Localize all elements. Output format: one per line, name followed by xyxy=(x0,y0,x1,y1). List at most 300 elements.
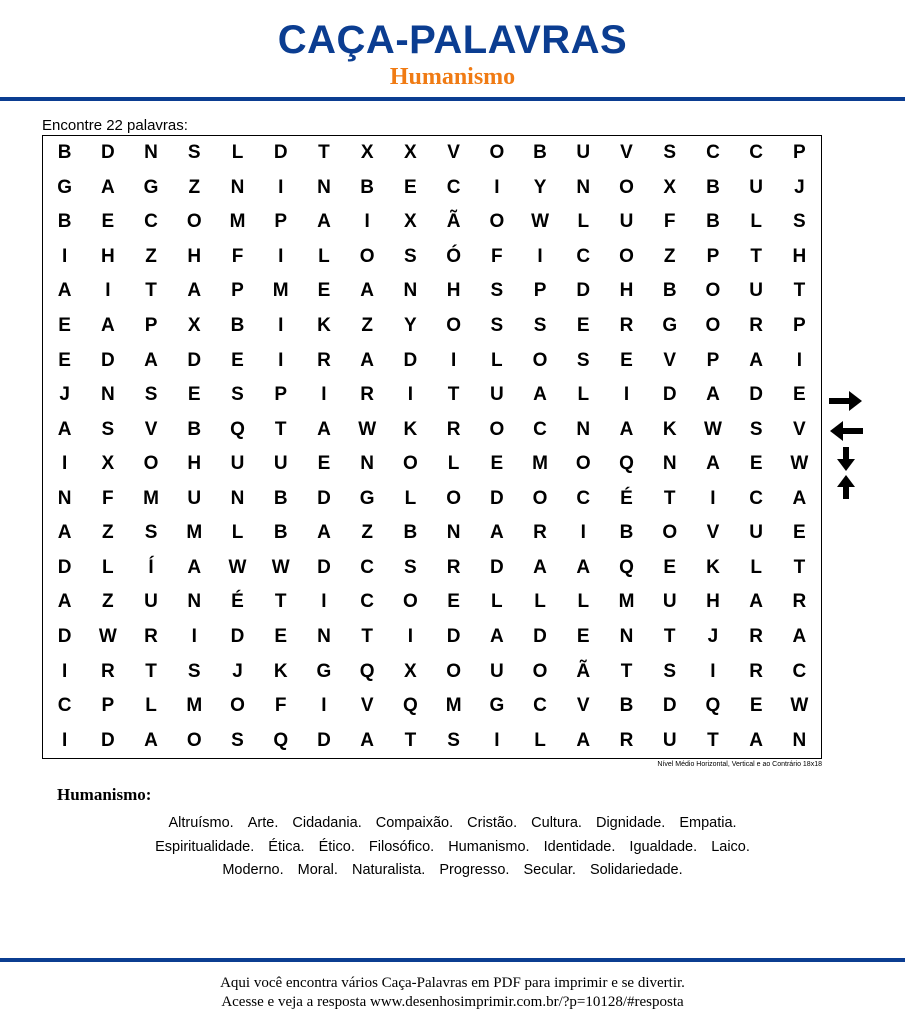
grid-letter[interactable]: F xyxy=(102,487,114,509)
grid-letter[interactable]: A xyxy=(360,349,375,371)
grid-letter[interactable]: P xyxy=(793,315,806,337)
grid-letter[interactable]: L xyxy=(577,384,590,406)
grid-letter[interactable]: S xyxy=(187,142,201,164)
grid-letter[interactable]: S xyxy=(101,418,115,440)
grid-letter[interactable]: X xyxy=(404,211,417,233)
grid-letter[interactable]: D xyxy=(403,349,418,371)
grid-letter[interactable]: O xyxy=(186,211,202,233)
grid-letter[interactable]: U xyxy=(662,729,677,751)
grid-letter[interactable]: T xyxy=(793,280,806,302)
grid-letter[interactable]: I xyxy=(61,453,68,475)
grid-letter[interactable]: A xyxy=(533,384,547,406)
grid-letter[interactable]: M xyxy=(186,522,203,544)
grid-letter[interactable]: I xyxy=(580,522,586,544)
grid-letter[interactable]: E xyxy=(749,695,763,717)
grid-letter[interactable]: F xyxy=(491,245,503,267)
grid-letter[interactable]: A xyxy=(706,453,720,475)
grid-letter[interactable]: C xyxy=(706,142,720,164)
grid-letter[interactable]: Z xyxy=(102,591,114,613)
grid-letter[interactable]: I xyxy=(796,349,803,371)
grid-letter[interactable]: F xyxy=(231,245,244,267)
grid-letter[interactable]: T xyxy=(663,626,676,648)
grid-letter[interactable]: I xyxy=(278,349,284,371)
grid-letter[interactable]: U xyxy=(273,453,288,475)
grid-letter[interactable]: T xyxy=(361,626,373,648)
grid-letter[interactable]: D xyxy=(576,280,591,302)
grid-letter[interactable]: I xyxy=(364,211,370,233)
grid-letter[interactable]: R xyxy=(749,660,764,682)
grid-letter[interactable]: C xyxy=(57,695,72,717)
grid-letter[interactable]: E xyxy=(576,315,590,337)
grid-letter[interactable]: N xyxy=(230,176,245,198)
grid-letter[interactable]: T xyxy=(793,556,806,578)
grid-letter[interactable]: Í xyxy=(148,556,154,578)
grid-letter[interactable]: E xyxy=(793,522,806,544)
grid-letter[interactable]: I xyxy=(321,695,327,717)
grid-letter[interactable]: B xyxy=(706,211,720,233)
grid-letter[interactable]: L xyxy=(102,556,114,578)
grid-letter[interactable]: I xyxy=(407,384,414,406)
grid-letter[interactable]: D xyxy=(100,349,115,371)
grid-letter[interactable]: E xyxy=(317,280,331,302)
grid-letter[interactable]: U xyxy=(662,591,677,613)
grid-letter[interactable]: M xyxy=(186,695,203,717)
grid-letter[interactable]: L xyxy=(231,142,244,164)
grid-letter[interactable]: L xyxy=(750,211,762,233)
grid-letter[interactable]: V xyxy=(706,522,720,544)
grid-letter[interactable]: T xyxy=(145,280,157,302)
grid-letter[interactable]: I xyxy=(278,176,284,198)
grid-letter[interactable]: B xyxy=(360,176,375,198)
grid-letter[interactable]: M xyxy=(272,280,289,302)
grid-letter[interactable]: E xyxy=(749,453,763,475)
grid-letter[interactable]: B xyxy=(273,522,288,544)
grid-letter[interactable]: E xyxy=(404,176,417,198)
grid-letter[interactable]: I xyxy=(710,660,716,682)
grid-letter[interactable]: P xyxy=(274,211,288,233)
grid-letter[interactable]: R xyxy=(749,315,764,337)
grid-letter[interactable]: D xyxy=(489,556,504,578)
grid-letter[interactable]: T xyxy=(620,660,633,682)
grid-letter[interactable]: I xyxy=(710,487,716,509)
grid-letter[interactable]: F xyxy=(274,695,287,717)
grid-letter[interactable]: C xyxy=(144,211,158,233)
grid-letter[interactable]: G xyxy=(662,315,678,337)
grid-letter[interactable]: R xyxy=(360,384,375,406)
grid-letter[interactable]: U xyxy=(749,522,764,544)
grid-letter[interactable]: I xyxy=(61,245,68,267)
grid-letter[interactable]: O xyxy=(489,418,505,440)
grid-letter[interactable]: L xyxy=(145,695,157,717)
grid-letter[interactable]: X xyxy=(663,176,677,198)
grid-letter[interactable]: Q xyxy=(619,453,634,475)
grid-letter[interactable]: L xyxy=(447,453,460,475)
grid-letter[interactable]: K xyxy=(403,418,418,440)
grid-letter[interactable]: D xyxy=(533,626,547,648)
grid-letter[interactable]: N xyxy=(576,176,591,198)
grid-letter[interactable]: H xyxy=(706,591,720,613)
grid-letter[interactable]: I xyxy=(105,280,111,302)
grid-letter[interactable]: A xyxy=(100,315,115,337)
grid-letter[interactable]: J xyxy=(59,384,70,406)
grid-letter[interactable]: V xyxy=(663,349,677,371)
grid-letter[interactable]: Q xyxy=(619,556,634,578)
grid-letter[interactable]: R xyxy=(533,522,547,544)
grid-letter[interactable]: V xyxy=(360,695,374,717)
grid-letter[interactable]: W xyxy=(790,453,809,475)
grid-letter[interactable]: B xyxy=(57,142,72,164)
grid-letter[interactable]: C xyxy=(360,591,375,613)
grid-letter[interactable]: S xyxy=(144,522,158,544)
grid-letter[interactable]: I xyxy=(407,626,414,648)
grid-letter[interactable]: W xyxy=(228,556,247,578)
grid-letter[interactable]: O xyxy=(446,315,461,337)
grid-letter[interactable]: D xyxy=(273,142,288,164)
grid-letter[interactable]: A xyxy=(57,418,72,440)
grid-letter[interactable]: O xyxy=(143,453,159,475)
grid-letter[interactable]: W xyxy=(703,418,722,440)
grid-letter[interactable]: P xyxy=(274,384,288,406)
grid-letter[interactable]: O xyxy=(532,487,548,509)
grid-letter[interactable]: U xyxy=(576,142,591,164)
grid-letter[interactable]: L xyxy=(750,556,762,578)
grid-letter[interactable]: U xyxy=(749,176,764,198)
grid-letter[interactable]: N xyxy=(619,626,634,648)
grid-letter[interactable]: S xyxy=(490,280,504,302)
grid-letter[interactable]: S xyxy=(533,315,547,337)
grid-letter[interactable]: H xyxy=(187,453,202,475)
grid-letter[interactable]: A xyxy=(533,556,547,578)
grid-letter[interactable]: O xyxy=(489,211,505,233)
grid-letter[interactable]: H xyxy=(187,245,202,267)
grid-letter[interactable]: A xyxy=(360,729,375,751)
grid-letter[interactable]: Z xyxy=(663,245,676,267)
grid-letter[interactable]: J xyxy=(232,660,243,682)
grid-letter[interactable]: U xyxy=(187,487,202,509)
grid-letter[interactable]: R xyxy=(619,315,634,337)
grid-letter[interactable]: O xyxy=(489,142,505,164)
grid-letter[interactable]: G xyxy=(359,487,375,509)
grid-letter[interactable]: O xyxy=(662,522,678,544)
grid-letter[interactable]: D xyxy=(317,556,331,578)
grid-letter[interactable]: T xyxy=(145,660,157,682)
grid-letter[interactable]: A xyxy=(706,384,720,406)
grid-letter[interactable]: A xyxy=(489,522,504,544)
grid-letter[interactable]: I xyxy=(61,729,68,751)
grid-letter[interactable]: A xyxy=(317,522,331,544)
grid-letter[interactable]: A xyxy=(576,729,591,751)
grid-letter[interactable]: B xyxy=(619,695,634,717)
grid-letter[interactable]: R xyxy=(100,660,115,682)
grid-letter[interactable]: O xyxy=(619,176,634,198)
grid-letter[interactable]: A xyxy=(749,349,764,371)
grid-letter[interactable]: I xyxy=(321,384,327,406)
grid-letter[interactable]: Ó xyxy=(446,245,461,267)
grid-letter[interactable]: L xyxy=(491,349,503,371)
grid-letter[interactable]: I xyxy=(191,626,197,648)
grid-letter[interactable]: G xyxy=(143,176,159,198)
grid-letter[interactable]: A xyxy=(187,556,202,578)
grid-letter[interactable]: O xyxy=(446,660,461,682)
grid-letter[interactable]: Q xyxy=(359,660,375,682)
grid-letter[interactable]: S xyxy=(404,556,417,578)
grid-letter[interactable]: R xyxy=(144,626,158,648)
grid-letter[interactable]: W xyxy=(531,211,550,233)
grid-letter[interactable]: H xyxy=(100,245,115,267)
grid-letter[interactable]: F xyxy=(663,211,676,233)
grid-letter[interactable]: A xyxy=(792,626,807,648)
grid-letter[interactable]: K xyxy=(273,660,288,682)
grid-letter[interactable]: B xyxy=(57,211,72,233)
grid-letter[interactable]: H xyxy=(446,280,461,302)
grid-letter[interactable]: Q xyxy=(402,695,418,717)
grid-letter[interactable]: S xyxy=(447,729,460,751)
grid-letter[interactable]: D xyxy=(187,349,202,371)
grid-letter[interactable]: N xyxy=(662,453,677,475)
grid-letter[interactable]: X xyxy=(404,660,417,682)
grid-letter[interactable]: C xyxy=(533,695,547,717)
grid-letter[interactable]: Z xyxy=(188,176,201,198)
grid-letter[interactable]: O xyxy=(230,695,245,717)
grid-letter[interactable]: L xyxy=(534,591,546,613)
grid-letter[interactable]: N xyxy=(100,384,115,406)
grid-letter[interactable]: U xyxy=(230,453,245,475)
grid-letter[interactable]: D xyxy=(489,487,504,509)
grid-letter[interactable]: D xyxy=(100,729,115,751)
grid-letter[interactable]: E xyxy=(274,626,288,648)
grid-letter[interactable]: G xyxy=(57,176,72,198)
grid-letter[interactable]: H xyxy=(792,245,807,267)
grid-letter[interactable]: M xyxy=(445,695,462,717)
grid-letter[interactable]: N xyxy=(317,176,331,198)
grid-letter[interactable]: B xyxy=(230,315,245,337)
grid-letter[interactable]: Z xyxy=(145,245,157,267)
grid-letter[interactable]: S xyxy=(231,729,244,751)
grid-letter[interactable]: I xyxy=(278,245,284,267)
grid-letter[interactable]: P xyxy=(101,695,115,717)
grid-letter[interactable]: E xyxy=(58,315,71,337)
grid-letter[interactable]: T xyxy=(750,245,762,267)
grid-letter[interactable]: N xyxy=(187,591,202,613)
grid-letter[interactable]: C xyxy=(446,176,461,198)
grid-letter[interactable]: P xyxy=(533,280,547,302)
grid-letter[interactable]: B xyxy=(187,418,202,440)
grid-letter[interactable]: L xyxy=(231,522,244,544)
grid-letter[interactable]: N xyxy=(446,522,461,544)
grid-letter[interactable]: E xyxy=(447,591,460,613)
grid-letter[interactable]: I xyxy=(321,591,327,613)
grid-letter[interactable]: I xyxy=(537,245,543,267)
grid-letter[interactable]: S xyxy=(663,660,677,682)
grid-letter[interactable]: K xyxy=(317,315,331,337)
grid-letter[interactable]: S xyxy=(663,142,677,164)
grid-letter[interactable]: D xyxy=(317,487,331,509)
grid-letter[interactable]: L xyxy=(491,591,503,613)
grid-letter[interactable]: O xyxy=(705,315,721,337)
grid-letter[interactable]: B xyxy=(706,176,720,198)
grid-letter[interactable]: D xyxy=(446,626,461,648)
grid-letter[interactable]: S xyxy=(231,384,244,406)
grid-letter[interactable]: L xyxy=(577,211,590,233)
grid-letter[interactable]: U xyxy=(489,660,504,682)
grid-letter[interactable]: E xyxy=(187,384,201,406)
grid-letter[interactable]: M xyxy=(618,591,635,613)
grid-letter[interactable]: D xyxy=(57,556,72,578)
grid-letter[interactable]: M xyxy=(229,211,246,233)
grid-letter[interactable]: U xyxy=(749,280,764,302)
grid-letter[interactable]: B xyxy=(533,142,547,164)
grid-letter[interactable]: O xyxy=(186,729,202,751)
grid-letter[interactable]: E xyxy=(231,349,244,371)
grid-letter[interactable]: D xyxy=(100,142,115,164)
grid-letter[interactable]: A xyxy=(144,729,158,751)
grid-letter[interactable]: P xyxy=(793,142,806,164)
grid-letter[interactable]: A xyxy=(317,418,331,440)
grid-letter[interactable]: H xyxy=(619,280,634,302)
grid-letter[interactable]: O xyxy=(402,591,418,613)
grid-letter[interactable]: R xyxy=(619,729,634,751)
grid-letter[interactable]: C xyxy=(749,487,764,509)
grid-letter[interactable]: E xyxy=(663,556,677,578)
grid-letter[interactable]: I xyxy=(61,660,68,682)
grid-letter[interactable]: P xyxy=(231,280,244,302)
grid-letter[interactable]: U xyxy=(619,211,634,233)
grid-letter[interactable]: U xyxy=(489,384,504,406)
grid-letter[interactable]: A xyxy=(100,176,115,198)
grid-letter[interactable]: N xyxy=(230,487,245,509)
grid-letter[interactable]: B xyxy=(619,522,634,544)
grid-letter[interactable]: X xyxy=(187,315,201,337)
grid-letter[interactable]: T xyxy=(274,418,287,440)
grid-letter[interactable]: N xyxy=(360,453,375,475)
grid-letter[interactable]: B xyxy=(403,522,418,544)
grid-letter[interactable]: C xyxy=(360,556,375,578)
grid-letter[interactable]: D xyxy=(749,384,764,406)
grid-letter[interactable]: D xyxy=(230,626,245,648)
grid-letter[interactable]: G xyxy=(316,660,332,682)
grid-letter[interactable]: N xyxy=(403,280,418,302)
grid-letter[interactable]: I xyxy=(278,315,284,337)
grid-letter[interactable]: V xyxy=(447,142,460,164)
grid-letter[interactable]: A xyxy=(749,729,764,751)
grid-letter[interactable]: O xyxy=(575,453,591,475)
grid-letter[interactable]: L xyxy=(577,591,590,613)
grid-letter[interactable]: L xyxy=(404,487,417,509)
grid-letter[interactable]: Y xyxy=(533,176,547,198)
grid-letter[interactable]: D xyxy=(662,384,677,406)
grid-letter[interactable]: E xyxy=(58,349,71,371)
grid-letter[interactable]: M xyxy=(143,487,159,509)
grid-letter[interactable]: E xyxy=(793,384,806,406)
grid-letter[interactable]: A xyxy=(792,487,807,509)
grid-letter[interactable]: O xyxy=(359,245,375,267)
grid-letter[interactable]: T xyxy=(318,142,330,164)
grid-letter[interactable]: A xyxy=(187,280,202,302)
grid-letter[interactable]: V xyxy=(144,418,158,440)
grid-letter[interactable]: Q xyxy=(230,418,245,440)
grid-letter[interactable]: E xyxy=(101,211,115,233)
grid-letter[interactable]: K xyxy=(662,418,677,440)
grid-letter[interactable]: I xyxy=(450,349,457,371)
grid-letter[interactable]: D xyxy=(662,695,677,717)
grid-letter[interactable]: W xyxy=(271,556,290,578)
grid-letter[interactable]: S xyxy=(404,245,417,267)
grid-letter[interactable]: R xyxy=(446,556,461,578)
grid-letter[interactable]: D xyxy=(57,626,72,648)
grid-letter[interactable]: C xyxy=(533,418,547,440)
grid-letter[interactable]: Q xyxy=(273,729,289,751)
grid-letter[interactable]: W xyxy=(98,626,117,648)
grid-letter[interactable]: I xyxy=(623,384,630,406)
grid-letter[interactable]: X xyxy=(404,142,417,164)
grid-letter[interactable]: M xyxy=(532,453,548,475)
grid-letter[interactable]: S xyxy=(576,349,590,371)
grid-letter[interactable]: S xyxy=(144,384,158,406)
grid-letter[interactable]: A xyxy=(57,591,72,613)
grid-letter[interactable]: A xyxy=(144,349,158,371)
grid-letter[interactable]: J xyxy=(707,626,719,648)
grid-letter[interactable]: D xyxy=(317,729,331,751)
grid-letter[interactable]: W xyxy=(790,695,809,717)
grid-letter[interactable]: A xyxy=(576,556,591,578)
grid-letter[interactable]: O xyxy=(619,245,634,267)
grid-letter[interactable]: T xyxy=(707,729,719,751)
grid-letter[interactable]: T xyxy=(663,487,676,509)
grid-letter[interactable]: O xyxy=(705,280,721,302)
grid-letter[interactable]: J xyxy=(794,176,805,198)
grid-letter[interactable]: N xyxy=(317,626,331,648)
grid-letter[interactable]: E xyxy=(620,349,633,371)
grid-letter[interactable]: C xyxy=(576,245,591,267)
grid-letter[interactable]: K xyxy=(706,556,720,578)
grid-letter[interactable]: O xyxy=(446,487,461,509)
grid-letter[interactable]: S xyxy=(793,211,806,233)
grid-letter[interactable]: X xyxy=(101,453,115,475)
grid-letter[interactable]: Z xyxy=(361,315,373,337)
grid-letter[interactable]: Y xyxy=(404,315,417,337)
grid-letter[interactable]: Ã xyxy=(576,660,591,682)
grid-letter[interactable]: L xyxy=(318,245,330,267)
grid-letter[interactable]: B xyxy=(273,487,288,509)
grid-letter[interactable]: U xyxy=(144,591,158,613)
grid-letter[interactable]: N xyxy=(792,729,807,751)
grid-letter[interactable]: N xyxy=(57,487,72,509)
grid-letter[interactable]: Z xyxy=(102,522,114,544)
grid-letter[interactable]: R xyxy=(317,349,331,371)
grid-letter[interactable]: É xyxy=(231,591,244,613)
grid-letter[interactable]: C xyxy=(792,660,807,682)
grid-letter[interactable]: V xyxy=(620,142,633,164)
grid-letter[interactable]: T xyxy=(274,591,287,613)
grid-letter[interactable]: O xyxy=(532,660,548,682)
grid-letter[interactable]: A xyxy=(360,280,375,302)
grid-letter[interactable]: E xyxy=(317,453,331,475)
grid-letter[interactable]: T xyxy=(404,729,417,751)
grid-letter[interactable]: R xyxy=(792,591,807,613)
grid-letter[interactable]: C xyxy=(749,142,764,164)
grid-letter[interactable]: C xyxy=(576,487,591,509)
grid-letter[interactable]: X xyxy=(360,142,374,164)
grid-letter[interactable]: O xyxy=(532,349,548,371)
grid-letter[interactable]: P xyxy=(144,315,158,337)
grid-letter[interactable]: E xyxy=(490,453,504,475)
grid-letter[interactable]: N xyxy=(576,418,591,440)
grid-letter[interactable]: Z xyxy=(361,522,373,544)
grid-letter[interactable]: I xyxy=(494,176,500,198)
grid-letter[interactable]: R xyxy=(446,418,461,440)
grid-letter[interactable]: A xyxy=(317,211,331,233)
grid-letter[interactable]: Q xyxy=(705,695,721,717)
